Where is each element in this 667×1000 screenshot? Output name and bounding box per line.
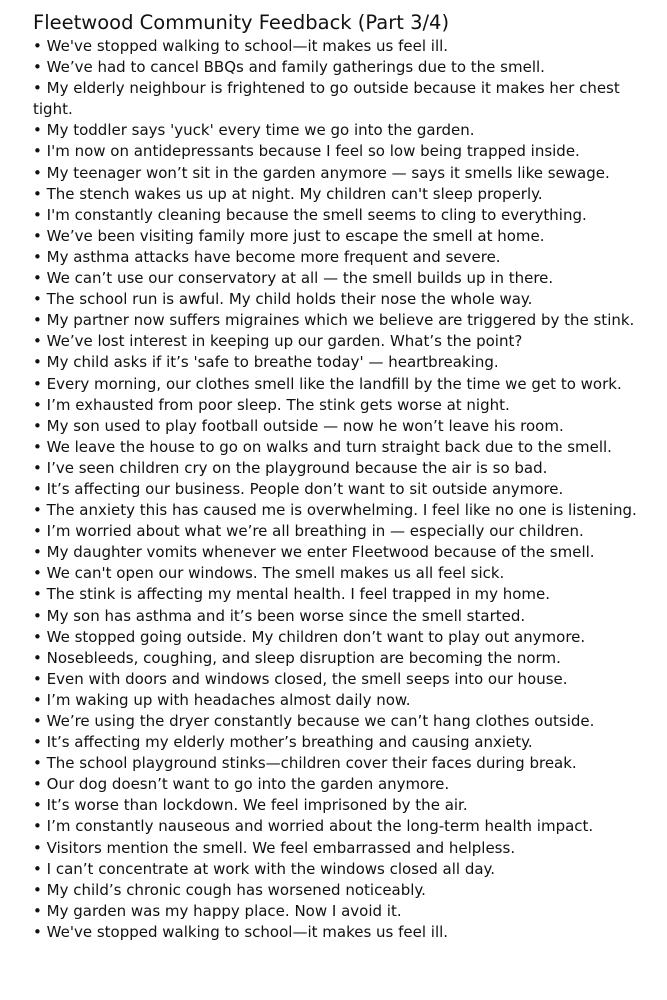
feedback-item bbox=[33, 690, 661, 711]
feedback-item-text: My child’s chronic cough has worsened noticeably. bbox=[46, 880, 426, 899]
feedback-item bbox=[33, 78, 661, 120]
feedback-item-text: Even with doors and windows closed, the smell seeps into our house. bbox=[46, 669, 568, 688]
bullet-marker: • bbox=[33, 311, 42, 330]
bullet-marker: • bbox=[33, 522, 42, 541]
feedback-item-text: I’m exhausted from poor sleep. The stink gets worse at night. bbox=[46, 395, 510, 414]
bullet-marker: • bbox=[33, 606, 42, 625]
feedback-item-text: I'm now on antidepressants because I feel so low being trapped inside. bbox=[46, 142, 580, 161]
feedback-item-text: My daughter vomits whenever we enter Fleetwood because of the smell. bbox=[46, 543, 595, 562]
bullet-marker: • bbox=[33, 733, 42, 752]
feedback-item-text: We can’t use our conservatory at all — the smell builds up in there. bbox=[46, 269, 554, 288]
feedback-item bbox=[33, 627, 661, 648]
bullet-marker: • bbox=[33, 437, 42, 456]
feedback-item bbox=[33, 795, 661, 816]
feedback-item bbox=[33, 289, 661, 310]
feedback-item bbox=[33, 521, 661, 542]
bullet-marker: • bbox=[33, 37, 42, 55]
feedback-item-text: I’m worried about what we’re all breathing in — especially our children. bbox=[46, 522, 584, 541]
feedback-item bbox=[33, 352, 661, 373]
feedback-item bbox=[33, 880, 661, 901]
bullet-marker: • bbox=[33, 585, 42, 604]
bullet-marker: • bbox=[33, 880, 42, 899]
feedback-item-text: The school run is awful. My child holds their nose the whole way. bbox=[46, 290, 533, 309]
feedback-item bbox=[33, 606, 661, 627]
feedback-item bbox=[33, 500, 661, 521]
bullet-marker: • bbox=[33, 269, 42, 288]
bullet-marker: • bbox=[33, 226, 42, 245]
feedback-item-text: My toddler says 'yuck' every time we go into the garden. bbox=[46, 121, 475, 140]
feedback-item-text: I'm constantly cleaning because the smell seems to cling to everything. bbox=[46, 205, 587, 224]
feedback-item-text: Nosebleeds, coughing, and sleep disruption are becoming the norm. bbox=[46, 648, 561, 667]
bullet-marker: • bbox=[33, 290, 42, 309]
bullet-marker: • bbox=[33, 543, 42, 562]
bullet-marker: • bbox=[33, 416, 42, 435]
bullet-marker: • bbox=[33, 458, 42, 477]
feedback-item-text: We stopped going outside. My children don’t want to play out anymore. bbox=[46, 627, 586, 646]
bullet-marker: • bbox=[33, 775, 42, 794]
feedback-item bbox=[33, 57, 661, 78]
feedback-item bbox=[33, 205, 661, 226]
feedback-item-text: I’ve seen children cry on the playground because the air is so bad. bbox=[46, 458, 548, 477]
feedback-item-text: Our dog doesn’t want to go into the garden anymore. bbox=[46, 775, 450, 794]
bullet-marker: • bbox=[33, 796, 42, 815]
feedback-item bbox=[33, 901, 661, 922]
feedback-item-text: My elderly neighbour is frightened to go outside because it makes her chest tight. bbox=[33, 79, 620, 119]
feedback-item-text: It’s affecting my elderly mother’s breathing and causing anxiety. bbox=[46, 733, 533, 752]
feedback-item-text: My teenager won’t sit in the garden anymore — says it smells like sewage. bbox=[46, 163, 610, 182]
feedback-item-text: We’re using the dryer constantly because we can’t hang clothes outside. bbox=[46, 712, 595, 730]
feedback-item-text: The anxiety this has caused me is overwhelming. I feel like no one is listening. bbox=[46, 501, 637, 520]
bullet-marker: • bbox=[33, 669, 42, 688]
feedback-item bbox=[33, 711, 661, 732]
bullet-marker: • bbox=[33, 247, 42, 266]
feedback-item-text: My asthma attacks have become more frequent and severe. bbox=[46, 247, 501, 266]
feedback-item-text: The stink is affecting my mental health. I feel trapped in my home. bbox=[46, 585, 551, 604]
bullet-marker: • bbox=[33, 712, 42, 730]
feedback-item-text: The school playground stinks—children cover their faces during break. bbox=[46, 754, 577, 773]
feedback-item bbox=[33, 838, 661, 859]
bullet-marker: • bbox=[33, 922, 42, 941]
bullet-marker: • bbox=[33, 205, 42, 224]
feedback-item-text: We've stopped walking to school—it makes us feel ill. bbox=[46, 922, 449, 941]
bullet-marker: • bbox=[33, 184, 42, 203]
feedback-item bbox=[33, 437, 661, 458]
feedback-item-text: My son used to play football outside — now he won’t leave his room. bbox=[46, 416, 564, 435]
feedback-item bbox=[33, 816, 661, 837]
feedback-item-text: I can’t concentrate at work with the windows closed all day. bbox=[46, 859, 496, 878]
bullet-marker: • bbox=[33, 501, 42, 520]
feedback-item bbox=[33, 268, 661, 289]
feedback-item-text: Visitors mention the smell. We feel embarrassed and helpless. bbox=[46, 838, 516, 857]
feedback-item bbox=[33, 36, 661, 57]
feedback-item bbox=[33, 458, 661, 479]
feedback-item-text: It’s affecting our business. People don’t want to sit outside anymore. bbox=[46, 479, 564, 498]
bullet-marker: • bbox=[33, 648, 42, 667]
bullet-marker: • bbox=[33, 58, 42, 77]
feedback-item-text: I’m waking up with headaches almost daily now. bbox=[46, 690, 411, 709]
bullet-marker: • bbox=[33, 374, 42, 393]
feedback-item bbox=[33, 669, 661, 690]
feedback-item-text: We've stopped walking to school—it makes us feel ill. bbox=[46, 37, 449, 55]
feedback-item bbox=[33, 922, 661, 943]
feedback-item-text: We’ve lost interest in keeping up our garden. What’s the point? bbox=[46, 332, 523, 351]
feedback-item bbox=[33, 247, 661, 268]
feedback-item-text: Every morning, our clothes smell like the landfill by the time we get to work. bbox=[46, 374, 622, 393]
bullet-marker: • bbox=[33, 817, 42, 836]
feedback-item bbox=[33, 374, 661, 395]
document-page bbox=[33, 10, 661, 943]
feedback-item-text: We’ve been visiting family more just to escape the smell at home. bbox=[46, 226, 545, 245]
bullet-marker: • bbox=[33, 332, 42, 351]
feedback-item-text: We leave the house to go on walks and turn straight back due to the smell. bbox=[46, 437, 612, 456]
feedback-item bbox=[33, 563, 661, 584]
feedback-item bbox=[33, 141, 661, 162]
feedback-list bbox=[33, 36, 661, 943]
feedback-item bbox=[33, 226, 661, 247]
feedback-item-text: We can't open our windows. The smell makes us all feel sick. bbox=[46, 564, 505, 583]
bullet-marker: • bbox=[33, 121, 42, 140]
feedback-item-text: We’ve had to cancel BBQs and family gatherings due to the smell. bbox=[46, 58, 545, 77]
bullet-marker: • bbox=[33, 353, 42, 372]
bullet-marker: • bbox=[33, 859, 42, 878]
bullet-marker: • bbox=[33, 901, 42, 920]
feedback-item-text: My son has asthma and it’s been worse since the smell started. bbox=[46, 606, 526, 625]
bullet-marker: • bbox=[33, 163, 42, 182]
feedback-item bbox=[33, 648, 661, 669]
feedback-item bbox=[33, 859, 661, 880]
feedback-item bbox=[33, 310, 661, 331]
feedback-item bbox=[33, 774, 661, 795]
feedback-item bbox=[33, 395, 661, 416]
bullet-marker: • bbox=[33, 690, 42, 709]
bullet-marker: • bbox=[33, 395, 42, 414]
feedback-item-text: My garden was my happy place. Now I avoid it. bbox=[46, 901, 402, 920]
bullet-marker: • bbox=[33, 838, 42, 857]
feedback-item bbox=[33, 584, 661, 605]
feedback-item bbox=[33, 542, 661, 563]
feedback-item bbox=[33, 732, 661, 753]
bullet-marker: • bbox=[33, 754, 42, 773]
feedback-item-text: The stench wakes us up at night. My children can't sleep properly. bbox=[46, 184, 543, 203]
feedback-item bbox=[33, 416, 661, 437]
feedback-item bbox=[33, 331, 661, 352]
feedback-item bbox=[33, 120, 661, 141]
bullet-marker: • bbox=[33, 627, 42, 646]
feedback-item-text: My partner now suffers migraines which we believe are triggered by the stink. bbox=[46, 311, 635, 330]
feedback-item-text: My child asks if it’s 'safe to breathe today' — heartbreaking. bbox=[46, 353, 499, 372]
document-title: Fleetwood Community Feedback (Part 3/4) bbox=[33, 11, 450, 34]
feedback-item-text: It’s worse than lockdown. We feel imprisoned by the air. bbox=[46, 796, 468, 815]
feedback-item-text: I’m constantly nauseous and worried about the long-term health impact. bbox=[46, 817, 594, 836]
feedback-item bbox=[33, 163, 661, 184]
feedback-item bbox=[33, 753, 661, 774]
feedback-item bbox=[33, 479, 661, 500]
feedback-item bbox=[33, 184, 661, 205]
bullet-marker: • bbox=[33, 564, 42, 583]
bullet-marker: • bbox=[33, 79, 42, 98]
bullet-marker: • bbox=[33, 479, 42, 498]
bullet-marker: • bbox=[33, 142, 42, 161]
